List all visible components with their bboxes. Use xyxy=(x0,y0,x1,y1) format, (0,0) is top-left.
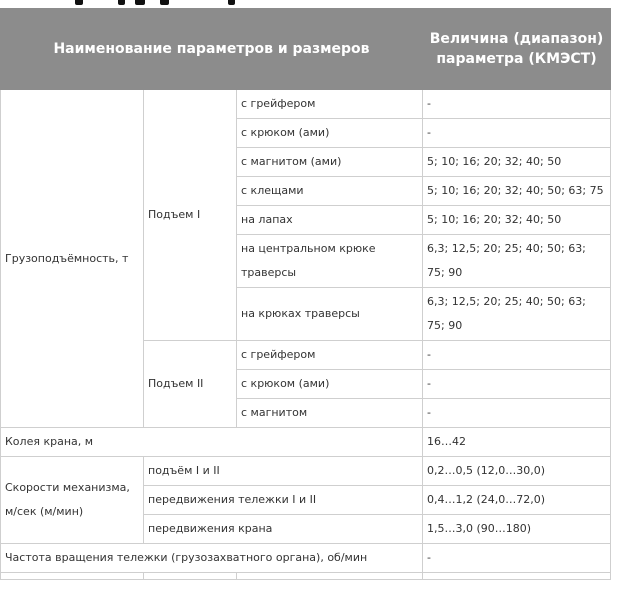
param-value: - xyxy=(423,370,611,399)
param-label: с магнитом xyxy=(237,399,423,428)
param-label: на лапах xyxy=(237,206,423,235)
param-label: на центральном крюке траверсы xyxy=(237,235,423,288)
param-value: - xyxy=(423,399,611,428)
param-label: с крюком (ами) xyxy=(237,119,423,148)
param-value: - xyxy=(423,119,611,148)
lift-2-label: Подъем II xyxy=(144,341,237,428)
param-value: 6,3; 12,5; 20; 25; 40; 50; 63; 75; 90 xyxy=(423,288,611,341)
table-row xyxy=(1,544,611,573)
param-value: 1,5…3,0 (90…180) xyxy=(423,515,611,544)
capacity-label: Грузоподъёмность, т xyxy=(1,90,144,428)
header-row xyxy=(1,9,611,90)
param-value: 5; 10; 16; 20; 32; 40; 50 xyxy=(423,148,611,177)
table-row xyxy=(1,457,611,486)
speed-label: Скорости механизма, м/сек (м/мин) xyxy=(1,457,144,544)
rotation-label: Частота вращения тележки (грузозахватного органа), об/мин xyxy=(1,544,423,573)
param-value: - xyxy=(423,341,611,370)
param-value: 5; 10; 16; 20; 32; 40; 50; 63; 75 xyxy=(423,177,611,206)
param-label: с клещами xyxy=(237,177,423,206)
param-value: 6,3; 12,5; 20; 25; 40; 50; 63; 75; 90 xyxy=(423,235,611,288)
header-name-column: Наименование параметров и размеров xyxy=(1,9,423,90)
table-row xyxy=(1,90,611,119)
rotation-value: - xyxy=(423,544,611,573)
param-value: 0,2…0,5 (12,0…30,0) xyxy=(423,457,611,486)
gauge-value: 16…42 xyxy=(423,428,611,457)
param-value: 5; 10; 16; 20; 32; 40; 50 xyxy=(423,206,611,235)
table-row xyxy=(1,428,611,457)
param-label: на крюках траверсы xyxy=(237,288,423,341)
parameters-table xyxy=(0,8,611,580)
cut-off-row xyxy=(1,573,611,580)
lift-1-label: Подъем I xyxy=(144,90,237,341)
param-label: передвижения крана xyxy=(144,515,423,544)
param-label: с грейфером xyxy=(237,90,423,119)
cropped-heading-glyphs xyxy=(0,0,260,7)
param-label: передвижения тележки I и II xyxy=(144,486,423,515)
header-value-column: Величина (диапазон) параметра (КМЭСТ) xyxy=(423,9,611,90)
param-label: с крюком (ами) xyxy=(237,370,423,399)
param-label: с магнитом (ами) xyxy=(237,148,423,177)
param-value: - xyxy=(423,90,611,119)
param-label: подъём I и II xyxy=(144,457,423,486)
param-label: с грейфером xyxy=(237,341,423,370)
cropped-heading-fragment xyxy=(0,0,618,8)
param-value: 0,4…1,2 (24,0…72,0) xyxy=(423,486,611,515)
gauge-label: Колея крана, м xyxy=(1,428,423,457)
